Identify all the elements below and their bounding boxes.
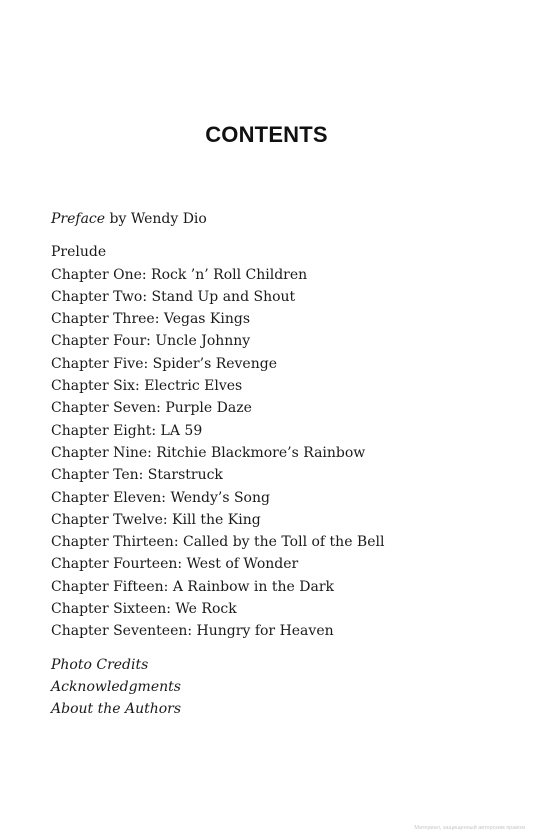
back-matter-list: [51, 654, 511, 721]
toc-entry: Chapter Seventeen: Hungry for Heaven: [51, 623, 334, 640]
toc-entry: Chapter Fifteen: A Rainbow in the Dark: [51, 578, 335, 595]
toc-entry: Chapter Seven: Purple Daze: [51, 400, 252, 417]
toc-entry: Chapter Five: Spider’s Revenge: [51, 355, 277, 372]
toc-entry: Chapter Four: Uncle Johnny: [51, 333, 251, 350]
preface-author: by Wendy Dio: [105, 211, 207, 227]
preface-label: Preface: [51, 211, 106, 227]
toc-preface: [51, 208, 511, 230]
toc-entry: Chapter Eight: LA 59: [51, 422, 203, 439]
toc-entry: Prelude: [51, 244, 107, 261]
page-title: CONTENTS: [205, 122, 328, 147]
toc-entry: Chapter Eleven: Wendy’s Song: [51, 489, 270, 506]
toc-entry: Chapter Nine: Ritchie Blackmore’s Rainbow: [51, 444, 366, 461]
toc-entry: Chapter Six: Electric Elves: [51, 378, 243, 395]
toc-entry: Chapter Thirteen: Called by the Toll of the Bell: [51, 534, 385, 551]
chapter-list: [51, 241, 511, 642]
toc-photo-credits: Photo Credits: [51, 656, 149, 673]
copyright-watermark: Материал, защищенный авторским правом: [414, 825, 525, 831]
toc-entry: Chapter Twelve: Kill the King: [51, 511, 261, 528]
table-of-contents: [51, 208, 511, 721]
toc-about-the-authors: About the Authors: [51, 701, 182, 718]
toc-entry: Chapter Three: Vegas Kings: [51, 311, 251, 328]
toc-entry: Chapter Sixteen: We Rock: [51, 601, 237, 618]
toc-acknowledgments: Acknowledgments: [51, 678, 181, 695]
toc-entry: Chapter Two: Stand Up and Shout: [51, 288, 296, 305]
toc-entry: Chapter One: Rock ’n’ Roll Children: [51, 266, 308, 283]
toc-entry: Chapter Fourteen: West of Wonder: [51, 556, 299, 573]
toc-entry: Chapter Ten: Starstruck: [51, 467, 223, 484]
